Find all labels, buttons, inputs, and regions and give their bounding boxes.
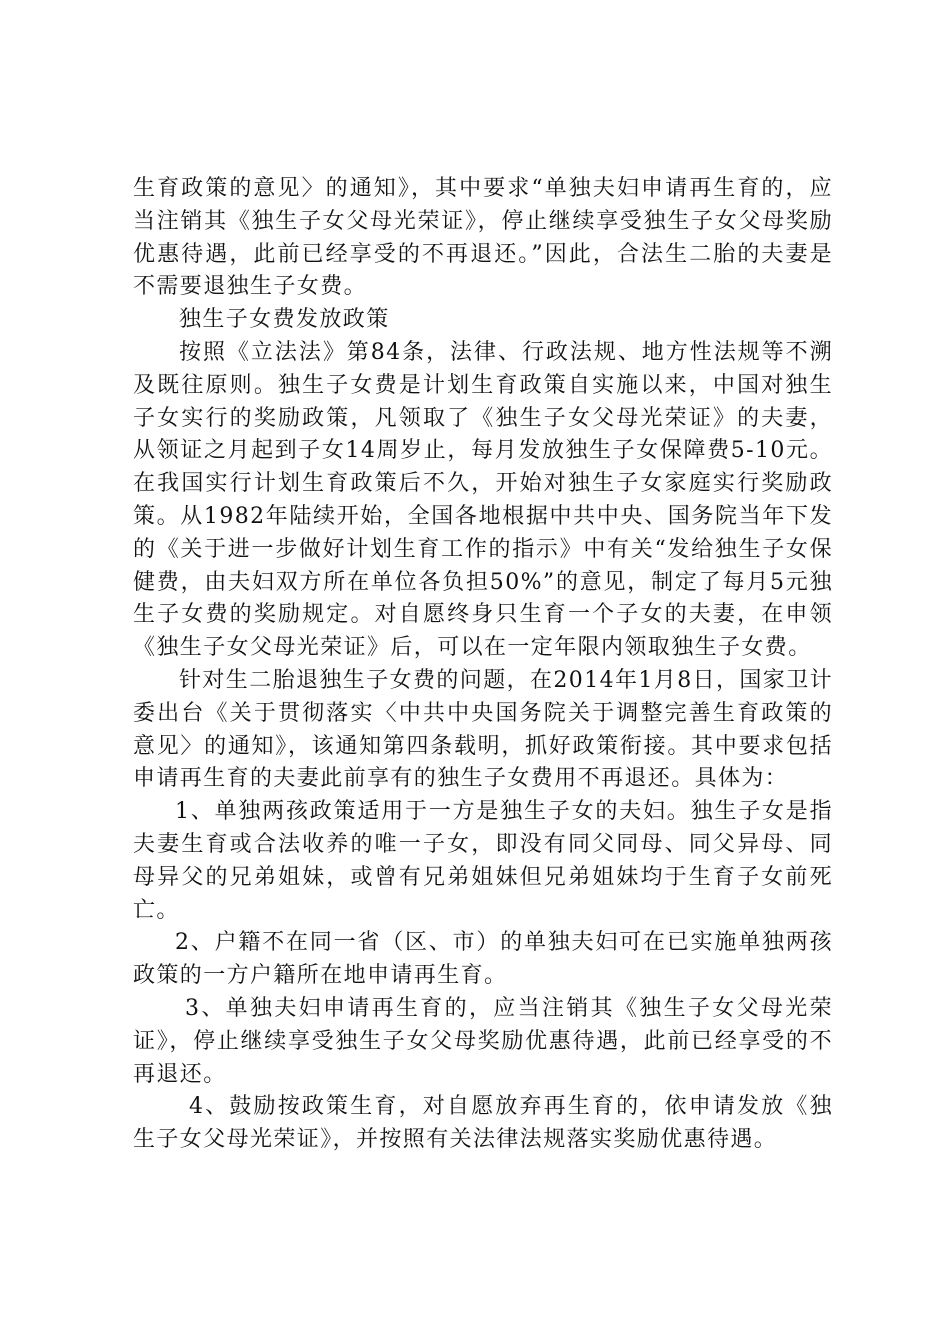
list-item-1: 1、单独两孩政策适用于一方是独生子女的夫妇。独生子女是指夫妻生育或合法收养的唯一子女，即没有同父同母、同父异母、同母异父的兄弟姐妹，或曾有兄弟姐妹但兄弟姐妹均于生育子女前死亡。	[133, 799, 833, 923]
document-body	[133, 173, 833, 1157]
list-item-4: 4、鼓励按政策生育，对自愿放弃再生育的，依申请发放《独生子女父母光荣证》，并按照有关法律法规落实奖励优惠待遇。	[133, 1094, 833, 1153]
list-item-2: 2、户籍不在同一省（区、市）的单独夫妇可在已实施单独两孩政策的一方户籍所在地申请再生育。	[133, 930, 833, 989]
paragraph-continuation: 生育政策的意见〉的通知》，其中要求“单独夫妇申请再生育的，应当注销其《独生子女父母光荣证》，停止继续享受独生子女父母奖励优惠待遇，此前已经享受的不再退还。”因此，合法生二胎的夫妻是不需要退独生子女费。	[133, 176, 833, 300]
section-heading: 独生子女费发放政策	[179, 307, 390, 333]
list-item-3: 3、单独夫妇申请再生育的，应当注销其《独生子女父母光荣证》，停止继续享受独生子女父母奖励优惠待遇，此前已经享受的不再退还。	[133, 995, 833, 1087]
paragraph-policy-background: 按照《立法法》第84条，法律、行政法规、地方性法规等不溯及既往原则。独生子女费是计划生育政策自实施以来，中国对独生子女实行的奖励政策，凡领取了《独生子女父母光荣证》的夫妻，从领证之月起到子女14周岁止，每月发放独生子女保障费5-10元。在我国实行计划生育政策后不久，开始对独生子女家庭实行奖励政策。从1982年陆续开始，全国各地根据中共中央、国务院当年下发的《关于进一步做好计划生育工作的指示》中有关“发给独生子女保健费，由夫妇双方所在单位各负担50%”的意见，制定了每月5元独生子女费的奖励规定。对自愿终身只生育一个子女的夫妻，在申领《独生子女父母光荣证》后，可以在一定年限内领取独生子女费。	[133, 339, 833, 661]
paragraph-notice: 针对生二胎退独生子女费的问题，在2014年1月8日，国家卫计委出台《关于贯彻落实〈中共中央国务院关于调整完善生育政策的意见〉的通知》，该通知第四条载明，抓好政策衔接。其中要求包括申请再生育的夫妻此前享有的独生子女费用不再退还。具体为：	[133, 667, 833, 792]
